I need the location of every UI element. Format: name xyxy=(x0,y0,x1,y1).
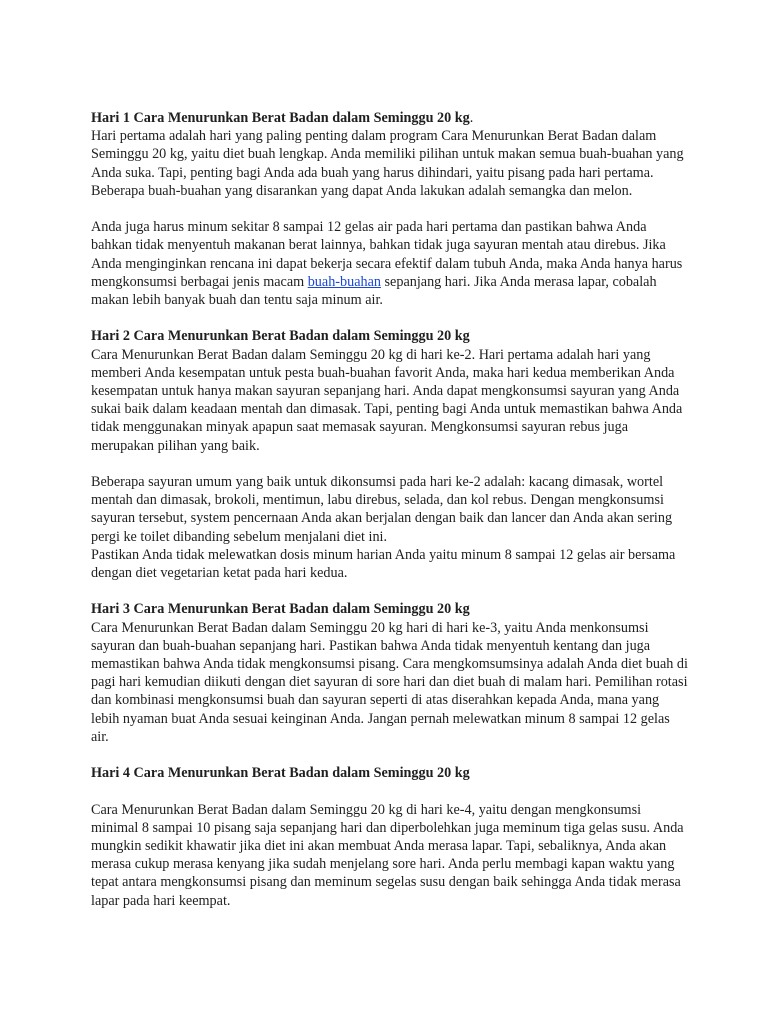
spacer xyxy=(91,582,691,600)
day-1-paragraph-1: Hari pertama adalah hari yang paling penting dalam program Cara Menurunkan Berat Badan dalam Seminggu 20 kg, yaitu diet buah lengkap. Anda memiliki pilihan untuk makan semua buah-buahan yang Anda suka. Tapi, penting bagi Anda ada buah yang harus dihindari, yaitu pisang pada hari pertama. Beberapa buah-buahan yang disarankan yang dapat Anda lakukan adalah semangka dan melon. xyxy=(91,128,684,199)
document-body xyxy=(91,109,691,910)
spacer xyxy=(91,200,691,218)
day-4-paragraph-1: Cara Menurunkan Berat Badan dalam Seminggu 20 kg di hari ke-4, yaitu dengan mengkonsumsi minimal 8 sampai 10 pisang saja sepanjang hari dan diperbolehkan juga meminum tiga gelas susu. Anda mungkin sedikit khawatir jika diet ini akan membuat Anda merasa lapar. Tapi, sebaliknya, Anda akan merasa cukup merasa kenyang jika sudah menjelang sore hari. Anda perlu membagi kapan waktu yang tepat antara mengkonsumsi pisang dan meminum segelas susu dengan baik sehingga Anda tidak merasa lapar pada hari keempat. xyxy=(91,801,684,909)
day-4-heading: Hari 4 Cara Menurunkan Berat Badan dalam Seminggu 20 kg xyxy=(91,765,470,782)
day-1-heading: Hari 1 Cara Menurunkan Berat Badan dalam Seminggu 20 kg xyxy=(91,110,470,126)
day-2-paragraph-2: Beberapa sayuran umum yang baik untuk dikonsumsi pada hari ke-2 adalah: kacang dimasak, wortel mentah dan dimasak, brokoli, mentimun, labu direbus, selada, dan kol rebus. Dengan mengkonsumsi sayuran tersebut, system pencernaan Anda akan berjalan dengan baik dan lancer dan Anda akan sering pergi ke toilet dibanding sebelum menjalani diet ini. xyxy=(91,474,673,545)
spacer xyxy=(91,782,691,800)
spacer xyxy=(91,746,691,764)
day-2-paragraph-3: Pastikan Anda tidak melewatkan dosis minum harian Anda yaitu minum 8 sampai 12 gelas air bersama dengan diet vegetarian ketat pada hari kedua. xyxy=(91,546,676,582)
day-1-paragraph-2-text-a: Anda juga harus minum sekitar 8 sampai 12 gelas air pada hari pertama dan pastikan bahwa Anda bahkan tidak menyentuh makanan berat lainnya, bahkan tidak juga sayuran mentah atau direbus. Jika Anda menginginkan rencana ini dapat bekerja secara efektif dalam tubuh Anda, maka Anda hanya harus mengkonsumsi berbagai jenis macam xyxy=(91,219,683,290)
day-1-heading-line xyxy=(91,109,691,127)
day-1-paragraph-2-text-b: sepanjang hari. Jika Anda merasa lapar, cobalah makan lebih banyak buah dan tentu saja minum air. xyxy=(91,273,657,309)
day-2-paragraph-1: Cara Menurunkan Berat Badan dalam Seminggu 20 kg di hari ke-2. Hari pertama adalah hari yang memberi Anda kesempatan untuk pesta buah-buahan favorit Anda, maka hari kedua memberikan Anda kesempatan untuk hanya makan sayuran sepanjang hari. Anda dapat mengkonsumsi sayuran yang Anda sukai baik dalam keadaan mentah dan dimasak. Tapi, penting bagi Anda untuk memastikan bahwa Anda tidak menggunakan minyak apapun saat memasak sayuran. Mengkonsumsi sayuran rebus juga merupakan pilihan yang baik. xyxy=(91,346,683,454)
spacer xyxy=(91,455,691,473)
spacer xyxy=(91,309,691,327)
day-3-heading: Hari 3 Cara Menurunkan Berat Badan dalam Seminggu 20 kg xyxy=(91,601,470,618)
day-3-paragraph-1: Cara Menurunkan Berat Badan dalam Seminggu 20 kg hari di hari ke-3, yaitu Anda menkonsumsi sayuran dan buah-buahan sepanjang hari. Pastikan bahwa Anda tidak menyentuh kentang dan juga memastikan bahwa Anda tidak mengkonsumsi pisang. Cara mengkomsumsinya adalah Anda diet buah di pagi hari kemudian diikuti dengan diet sayuran di sore hari dan diet buah di malam hari. Pemilihan rotasi dan kombinasi mengkonsumsi buah dan sayuran seperti di atas diserahkan kepada Anda, mana yang lebih nyaman buat Anda sesuai keinginan Anda. Jangan pernah melewatkan minum 8 sampai 12 gelas air. xyxy=(91,619,688,745)
day-2-heading: Hari 2 Cara Menurunkan Berat Badan dalam Seminggu 20 kg xyxy=(91,328,470,345)
day-1-paragraph-2 xyxy=(91,218,691,309)
day-1-heading-suffix: . xyxy=(469,110,474,126)
buah-buahan-link[interactable]: buah-buahan xyxy=(307,273,381,290)
